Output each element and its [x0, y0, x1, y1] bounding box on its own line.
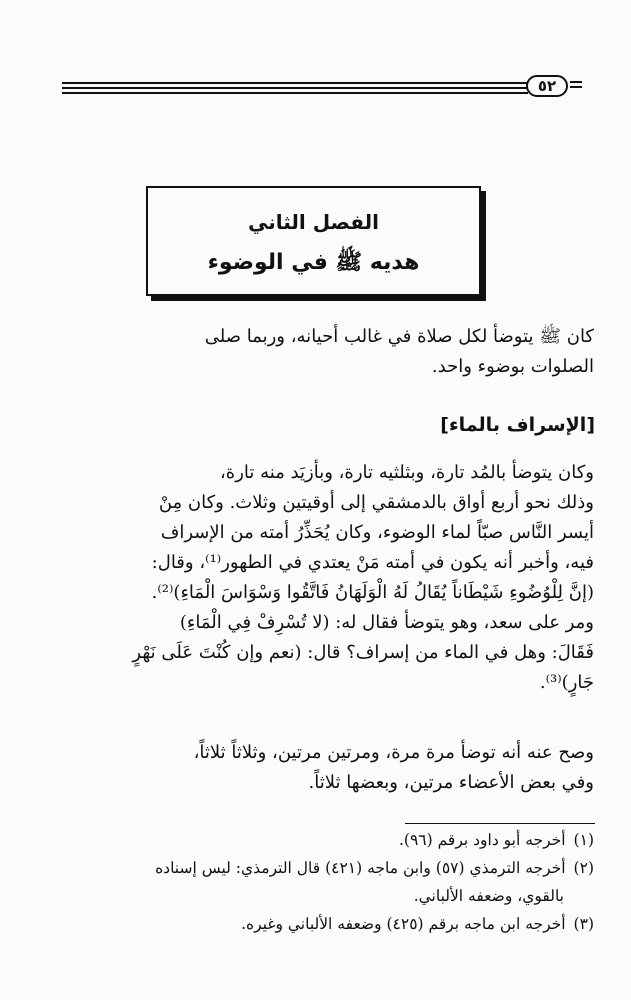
footnote-number: (٢)	[573, 859, 594, 877]
footnote	[40, 854, 594, 882]
section-heading: [الإسراف بالماء]	[440, 414, 595, 436]
footnotes	[40, 826, 594, 938]
equals-ornament-icon	[570, 81, 582, 91]
footnote	[40, 910, 594, 938]
text-line: وفي بعض الأعضاء مرتين، وبعضها ثلاثاً.	[308, 772, 594, 793]
footnote-number: (٣)	[573, 915, 594, 933]
footnote-text: أخرجه الترمذي (٥٧) وابن ماجه (٤٢١) قال الترمذي: ليس إسناده	[155, 859, 566, 877]
footnote-number: (١)	[573, 831, 594, 849]
text-line: جَارٍ)⁽³⁾.	[539, 672, 594, 693]
text-line: ومر على سعد، وهو يتوضأ فقال له: (لا تُسْرِفْ فِي الْمَاءِ)	[179, 612, 594, 633]
footnote-divider	[405, 823, 595, 824]
section-paragraph	[38, 458, 594, 698]
text-line: فيه، وأخبر أنه يكون في أمته مَنْ يعتدي في الطهور⁽¹⁾، وقال:	[151, 552, 594, 573]
header-rule	[62, 87, 528, 89]
intro-paragraph	[38, 322, 594, 382]
header-rule	[62, 82, 528, 84]
chapter-title-box	[146, 186, 481, 296]
text-line: فَقَالَ: وهل في الماء من إسراف؟ قال: (نعم وإن كُنْتَ عَلَى نَهْرٍ	[132, 642, 594, 663]
footnote-text: أخرجه أبو داود برقم (٩٦).	[399, 831, 566, 849]
closing-paragraph	[38, 738, 594, 798]
footnote	[40, 826, 594, 854]
text-line: وذلك نحو أربع أواق بالدمشقي إلى أوقيتين وثلاث. وكان مِنْ	[158, 492, 594, 513]
header-rule	[62, 92, 528, 94]
text-line: أيسر النَّاس صبّاً لماء الوضوء، وكان يُحَذِّرُ أمته من الإسراف	[160, 522, 594, 543]
text-line: الصلوات بوضوء واحد.	[431, 356, 594, 377]
text-line: (إنَّ لِلْوُضُوءِ شَيْطَاناً يُقَالُ لَهُ الْوَلَهَانُ فَاتَّقُوا وَسْوَاسَ الْمَاءِ)⁽²⁾.	[151, 582, 594, 603]
chapter-title: الفصل الثاني	[247, 210, 380, 234]
footnote-continuation: بالقوي، وضعفه الألباني.	[413, 887, 564, 905]
page-number: ٥٢	[526, 75, 568, 97]
footnote-text: أخرجه ابن ماجه برقم (٤٢٥) وضعفه الألباني وغيره.	[241, 915, 566, 933]
chapter-subtitle: هديه ﷺ في الوضوء	[207, 250, 420, 275]
text-line: وكان يتوضأ بالمُد تارة، وبثلثيه تارة، وبأزيَد منه تارة،	[219, 462, 594, 483]
page-header	[62, 74, 582, 100]
text-line: كان ﷺ يتوضأ لكل صلاة في غالب أحيانه، وربما صلى	[204, 326, 594, 347]
text-line: وصح عنه أنه توضأ مرة مرة، ومرتين مرتين، وثلاثاً ثلاثاً،	[193, 742, 594, 763]
